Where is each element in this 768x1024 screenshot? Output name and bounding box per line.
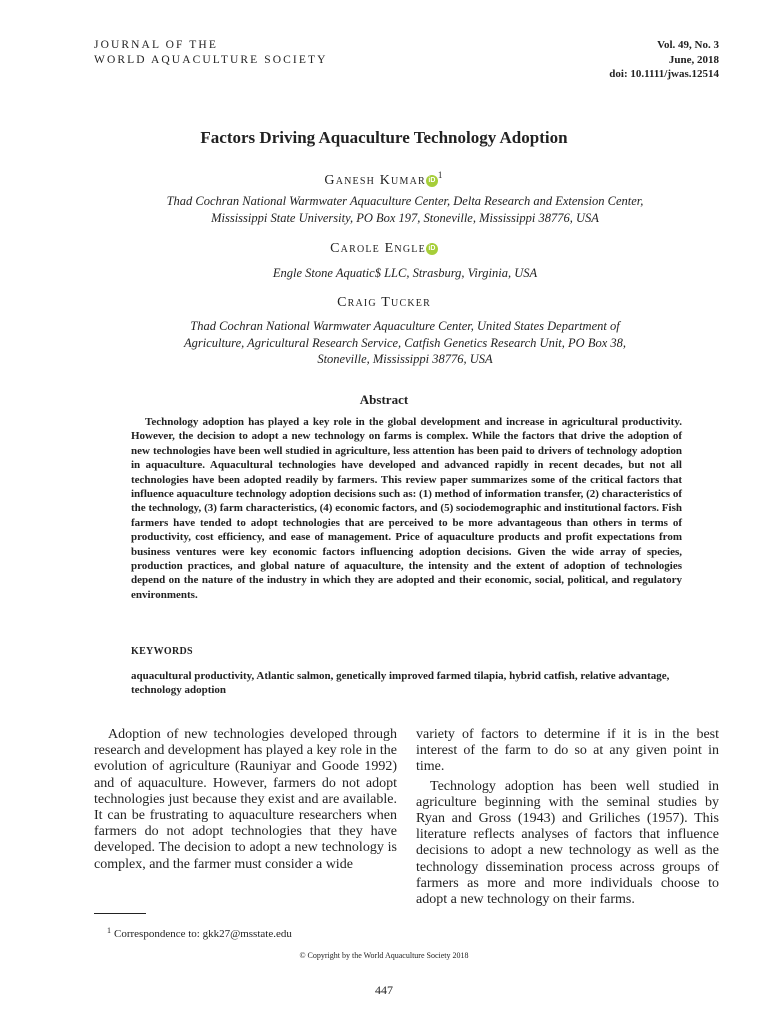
affiliation-kumar <box>110 193 700 226</box>
footnote-mark: 1 <box>107 926 111 935</box>
body-column-left <box>94 727 397 873</box>
journal-name <box>94 38 328 68</box>
abstract-heading: Abstract <box>359 392 409 407</box>
affiliation-line: Agriculture, Agricultural Research Service, Catfish Genetics Research Unit, PO Box 38, <box>183 335 627 350</box>
author-name: Ganesh Kumar <box>324 173 426 188</box>
affiliation-line: Stoneville, Mississippi 38776, USA <box>317 352 493 366</box>
issue-info <box>609 38 719 82</box>
footnote-text: Correspondence to: gkk27@msstate.edu <box>114 928 292 940</box>
author-tucker <box>0 295 768 311</box>
author-superscript: 1 <box>437 170 444 180</box>
journal-name-line2: WORLD AQUACULTURE SOCIETY <box>94 54 328 66</box>
author-kumar <box>0 170 768 189</box>
footnote-divider <box>94 913 146 914</box>
affiliation-engle <box>110 265 700 282</box>
author-name: Carole Engle <box>330 241 426 256</box>
affiliation-tucker <box>110 318 700 368</box>
author-name: Craig Tucker <box>337 295 431 310</box>
body-paragraph: Technology adoption has been well studied in agriculture beginning with the seminal studies by Ryan and Gross (1943) and Griliches (1957). This literature reflects analyses of factors that influence decisions to adopt a new technology as well as the technology dissemination process across groups of farmers as more and more individuals choose to adopt a new technology on their farms. <box>416 778 719 908</box>
body-column-right <box>416 727 719 908</box>
footnote <box>107 926 292 940</box>
keywords-text: aquacultural productivity, Atlantic salmon, genetically improved farmed tilapia, hybrid catfish, relative advantage, technology adoption <box>131 670 670 697</box>
keywords-heading: KEYWORDS <box>131 646 193 657</box>
affiliation-line: Thad Cochran National Warmwater Aquaculture Center, United States Department of <box>190 319 620 333</box>
journal-name-line1: JOURNAL OF THE <box>94 39 218 51</box>
orcid-icon[interactable]: iD <box>426 175 438 187</box>
body-paragraph: Adoption of new technologies developed through research and development has played a key role in the evolution of agriculture (Rauniyar and Goode 1992) and of aquaculture. However, farmers do not adopt technologies just because they exist and are available. It can be frustrating to aquaculture researchers when farmers do not adopt technologies that they have developed. The decision to adopt a new technology is complex, and the farmer must consider a wide <box>94 727 397 872</box>
abstract-text: Technology adoption has played a key role in the global development and increase in agricultural productivity. However, the decision to adopt a new technology on farms is complex. While the factors that drive the adoption of new technologies have been well studied in agriculture, less attention has been paid to drivers of technology adoption in aquaculture. Aquacultural technologies have developed and advanced rapidly in recent decades, but not all technologies have been adopted readily by farmers. This review paper summarizes some of the critical factors that influence aquaculture technology adoption decisions such as: (1) method of information transfer, (2) characteristics of the technology, (3) farm characteristics, (4) economic factors, and (5) sociodemographic and institutional factors. Fish farmers have tended to adopt technologies that are perceived to be more advantageous than others in terms of productivity, cost efficiency, and ease of management. Price of aquaculture products and profit expectations from business ventures were key economic factors influencing adoption decisions. Given the wide array of species, production practices, and global nature of aquaculture, the intensity and the extent of adoption of technologies depend on the nature of the industry in which they are adopted and their economic, social, political, and regulatory environments. <box>131 416 682 601</box>
author-engle <box>0 241 768 257</box>
paper-title: Factors Driving Aquaculture Technology Adoption <box>200 128 568 147</box>
affiliation-line: Engle Stone Aquatic$ LLC, Strasburg, Virginia, USA <box>272 266 538 280</box>
issue-date: June, 2018 <box>668 53 719 66</box>
affiliation-line: Mississippi State University, PO Box 197, Stoneville, Mississippi 38776, USA <box>211 210 599 225</box>
volume-number: Vol. 49, No. 3 <box>657 39 719 51</box>
orcid-icon[interactable]: iD <box>426 243 438 255</box>
doi-link[interactable]: doi: 10.1111/jwas.12514 <box>609 68 719 80</box>
affiliation-line: Thad Cochran National Warmwater Aquaculture Center, Delta Research and Extension Center, <box>166 194 644 208</box>
copyright-notice: © Copyright by the World Aquaculture Society 2018 <box>299 951 469 960</box>
body-paragraph: variety of factors to determine if it is in the best interest of the farm to do so at any given point in time. <box>416 727 719 775</box>
page-number: 447 <box>375 983 393 997</box>
